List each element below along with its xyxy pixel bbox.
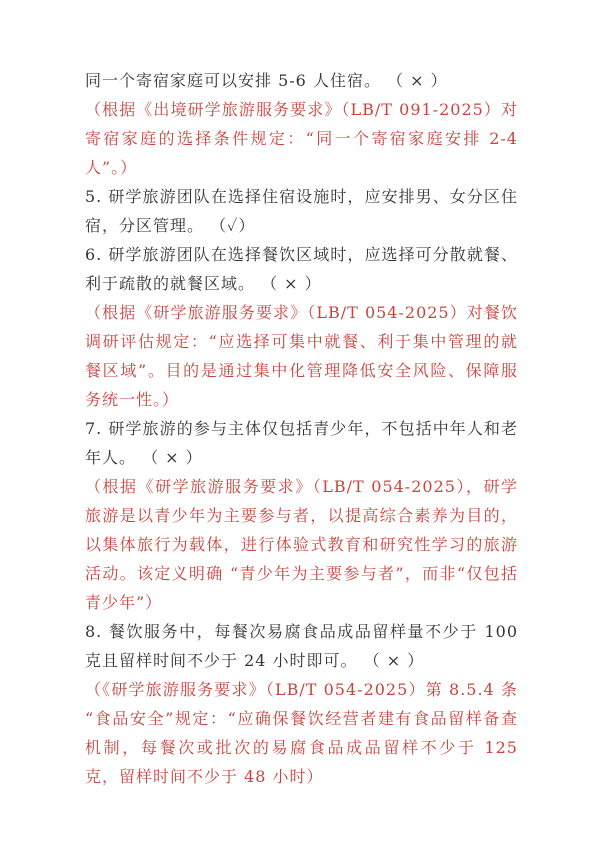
question-5: 5. 研学旅游团队在选择住宿设施时，应安排男、女分区住宿，分区管理。 （✓） xyxy=(85,187,518,235)
explanation-q8: （《研学旅游服务要求》（LB/T 054-2025）第 8.5.4 条 “食品安全”规定：“应确保餐饮经营者建有食品留样备查机制，每餐次或批次的易腐食品成品留样不少于 125 克，留样时间不少于 48 小时） xyxy=(85,680,518,786)
explanation-q4: （根据《出境研学旅游服务要求》（LB/T 091-2025）对寄宿家庭的选择条件规定：“同一个寄宿家庭安排 2-4 人”。） xyxy=(85,100,518,177)
document-text-block xyxy=(85,66,518,791)
question-8: 8. 餐饮服务中，每餐次易腐食品成品留样量不少于 100 克且留样时间不少于 24 小时即可。 （ × ） xyxy=(85,622,518,670)
question-6: 6. 研学旅游团队在选择餐饮区域时，应选择可分散就餐、利于疏散的就餐区域。 （ × ） xyxy=(85,245,518,293)
explanation-q6: （根据《研学旅游服务要求》（LB/T 054-2025）对餐饮调研评估规定：“应选择可集中就餐、利于集中管理的就餐区域”。目的是通过集中化管理降低安全风险、保障服务统一性。） xyxy=(85,303,518,409)
question-7: 7. 研学旅游的参与主体仅包括青少年，不包括中年人和老年人。 （ × ） xyxy=(85,419,518,467)
explanation-q7: （根据《研学旅游服务要求》（LB/T 054-2025），研学旅游是以青少年为主要参与者，以提高综合素养为目的，以集体旅行为载体，进行体验式教育和研究性学习的旅游活动。该定义明确 “青少年为主要参与者”，而非“仅包括青少年”） xyxy=(85,477,518,612)
statement-continuation-q4: 同一个寄宿家庭可以安排 5-6 人住宿。 （ × ） xyxy=(85,71,448,90)
